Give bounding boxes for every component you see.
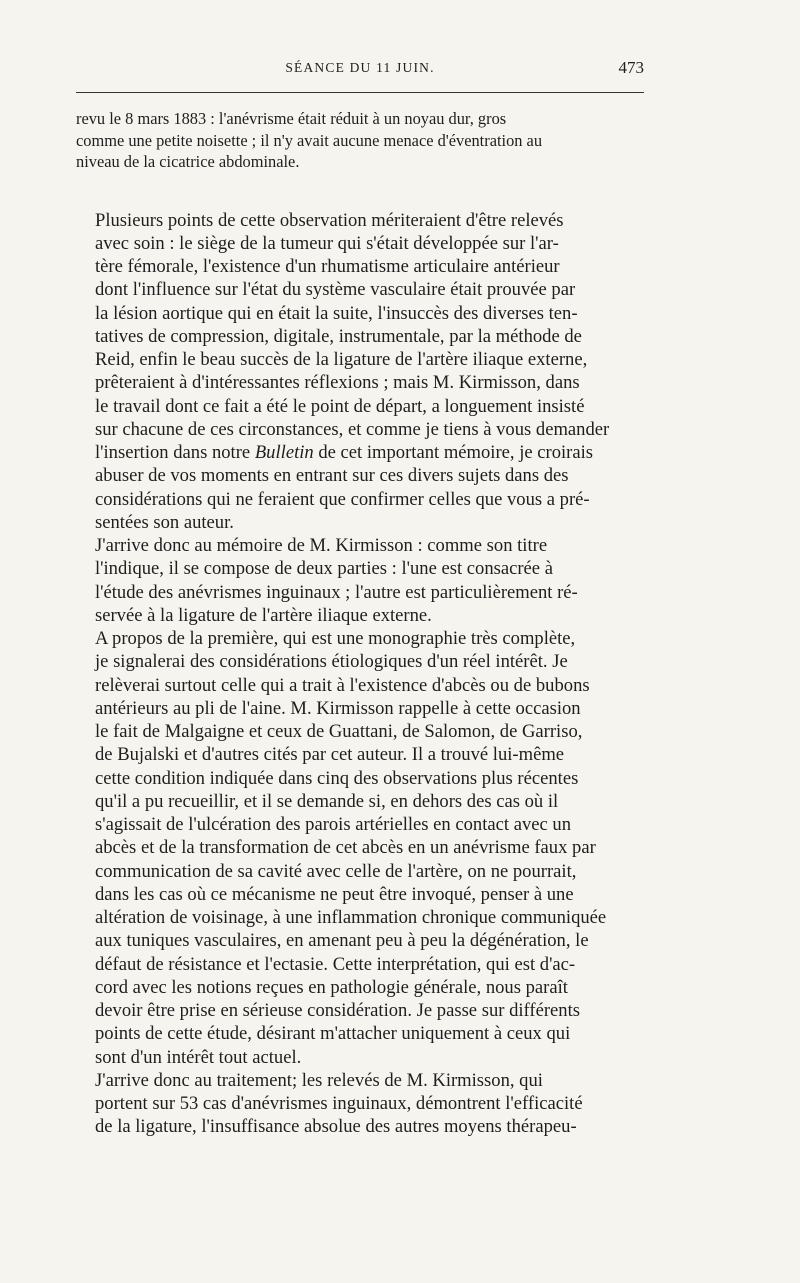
text-line: abuser de vos moments en entrant sur ces divers sujets dans des (95, 465, 569, 487)
paragraph-memoir-parts (76, 534, 644, 627)
text-line: revu le 8 mars 1883 : l'anévrisme était réduit à un noyau dur, gros (76, 109, 507, 128)
text-line: comme une petite noisette ; il n'y avait aucune menace d'éventration au (76, 130, 543, 150)
body-text (76, 108, 644, 1139)
text-line: sur chacune de ces circonstances, et comme je tiens à vous demander (95, 418, 610, 440)
paragraph-continuation (76, 108, 644, 173)
text-line: Reid, enfin le beau succès de la ligature de l'artère iliaque externe, (95, 349, 588, 370)
text-line: le fait de Malgaigne et ceux de Guattani, de Salomon, de Garriso, (95, 721, 583, 742)
text-line: je signalerai des considérations étiologiques d'un réel intérêt. Je (95, 651, 568, 673)
text-line: A propos de la première, qui est une monographie très complète, (95, 628, 576, 649)
text-line: J'arrive donc au traitement; les relevés de M. Kirmisson, qui (95, 1069, 543, 1091)
text-line: cette condition indiquée dans cinq des observations plus récentes (95, 767, 579, 789)
running-title: SÉANCE DU 11 JUIN. (285, 60, 435, 75)
text-line: dont l'influence sur l'état du système vasculaire était prouvée par (95, 279, 576, 301)
text-line: abcès et de la transformation de cet abcès en un anévrisme faux par (95, 837, 596, 859)
text-line: l'étude des anévrismes inguinaux ; l'autre est particulièrement ré- (95, 581, 578, 603)
text-line: aux tuniques vasculaires, en amenant peu à peu la dégénération, le (95, 930, 589, 952)
text-line: de Bujalski et d'autres cités par cet auteur. Il a trouvé lui-même (95, 744, 565, 766)
text-line: communication de sa cavité avec celle de l'artère, on ne pourrait, (95, 860, 577, 882)
text-line: niveau de la cicatrice abdominale. (76, 152, 300, 171)
text-line (76, 441, 644, 464)
text-line: l'indique, il se compose de deux parties : l'une est consacrée à (95, 558, 553, 580)
text-line: tère fémorale, l'existence d'un rhumatisme articulaire antérieur (95, 256, 560, 277)
paragraph-observation-points (76, 209, 644, 535)
text-line: servée à la ligature de l'artère iliaque externe. (95, 604, 432, 626)
text-line: portent sur 53 cas d'anévrismes inguinaux, démontrent l'efficacité (95, 1093, 583, 1114)
text-line: cord avec les notions reçues en pathologie générale, nous paraît (95, 976, 568, 998)
text-line: Plusieurs points de cette observation mériteraient d'être relevés (95, 209, 564, 231)
paragraph-etiology (76, 627, 644, 1069)
text-line: sont d'un intérêt tout actuel. (95, 1046, 302, 1068)
bulletin-title: Bulletin (254, 442, 314, 463)
text-line: dans les cas où ce mécanisme ne peut être invoqué, penser à une (95, 883, 574, 905)
text-line: qu'il a pu recueillir, et il se demande si, en dehors des cas où il (95, 790, 559, 812)
text-line: sentées son auteur. (95, 511, 234, 533)
text-line: devoir être prise en sérieuse considération. Je passe sur différents (95, 1000, 580, 1021)
text-line: tatives de compression, digitale, instrumentale, par la méthode de (95, 325, 582, 347)
header-rule (76, 92, 644, 93)
text-line: points de cette étude, désirant m'attacher uniquement à ceux qui (95, 1023, 571, 1045)
text-fragment: l'insertion dans notre (95, 442, 255, 463)
text-line: antérieurs au pli de l'aine. M. Kirmisson rappelle à cette occasion (95, 697, 581, 719)
text-line: avec soin : le siège de la tumeur qui s'était développée sur l'ar- (95, 232, 559, 254)
text-fragment: de cet important mémoire, je croirais (313, 442, 594, 463)
paragraph-treatment (76, 1069, 644, 1139)
text-line: considérations qui ne feraient que confirmer celles que vous a pré- (95, 488, 590, 510)
text-line: de la ligature, l'insuffisance absolue des autres moyens thérapeu- (95, 1116, 577, 1138)
text-line: s'agissait de l'ulcération des parois artérielles en contact avec un (95, 814, 572, 835)
text-line: relèverai surtout celle qui a trait à l'existence d'abcès ou de bubons (95, 674, 590, 696)
text-line: défaut de résistance et l'ectasie. Cette interprétation, qui est d'ac- (95, 953, 576, 975)
text-line: J'arrive donc au mémoire de M. Kirmisson : comme son titre (95, 535, 548, 556)
text-line: altération de voisinage, à une inflammation chronique communiquée (95, 907, 607, 928)
text-line: prêteraient à d'intéressantes réflexions ; mais M. Kirmisson, dans (95, 372, 580, 394)
page-number: 473 (618, 58, 644, 77)
running-head (76, 58, 644, 82)
text-line: la lésion aortique qui en était la suite, l'insuccès des diverses ten- (95, 302, 578, 324)
text-line: le travail dont ce fait a été le point de départ, a longuement insisté (95, 395, 585, 417)
